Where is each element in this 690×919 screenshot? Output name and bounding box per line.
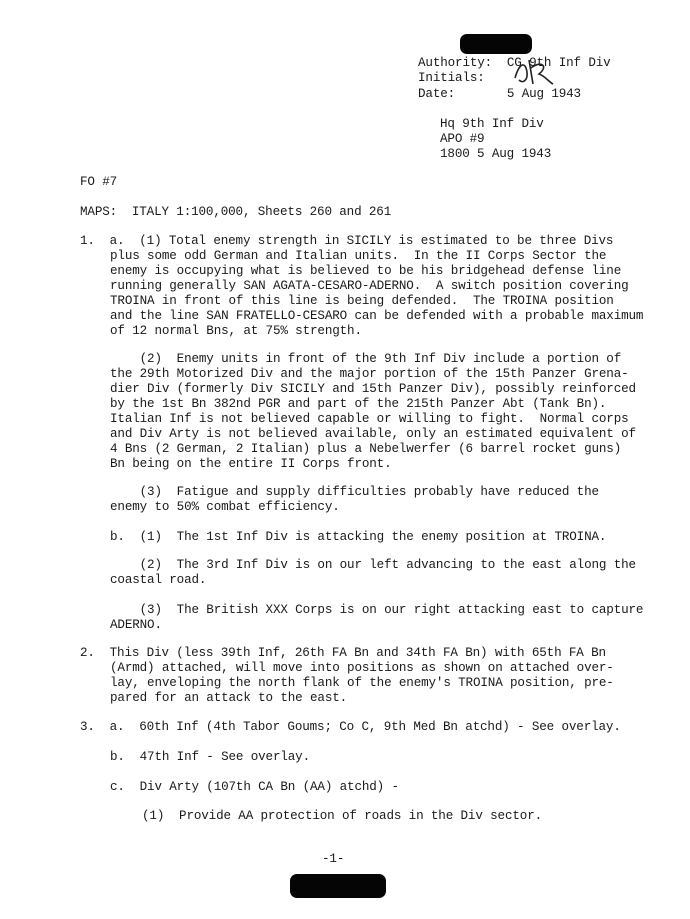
para-3a-line: 3. a. 60th Inf (4th Tabor Goums; Co C, 9th Med Bn atchd) - See overlay. <box>80 720 621 734</box>
para-1a1-line-2: plus some odd German and Italian units. In the II Corps Sector the <box>110 249 607 263</box>
para-1a2-line-1: (2) Enemy units in front of the 9th Inf Div include a portion of <box>110 352 622 366</box>
para-2-line-2: (Armd) attached, will move into positions as shown on attached over- <box>110 661 614 675</box>
page-number: -1- <box>322 852 345 866</box>
para-1b2-line-1: (2) The 3rd Inf Div is on our left advancing to the east along the <box>110 558 636 572</box>
hq-line-3: 1800 5 Aug 1943 <box>440 147 552 161</box>
para-1b2-line-2: coastal road. <box>110 573 207 587</box>
authority-line: Authority: CG 9th Inf Div <box>418 56 611 70</box>
maps-line: MAPS: ITALY 1:100,000, Sheets 260 and 261 <box>80 205 392 219</box>
para-1b1-line: b. (1) The 1st Inf Div is attacking the enemy position at TROINA. <box>110 530 607 544</box>
field-order-number: FO #7 <box>80 175 118 189</box>
para-1a1-line-6: and the line SAN FRATELLO-CESARO can be defended with a probable maximum <box>110 309 644 323</box>
para-1b3-line-2: ADERNO. <box>110 618 162 632</box>
para-1a3-line-2: enemy to 50% combat efficiency. <box>110 500 340 514</box>
redaction-mark-top <box>460 34 532 54</box>
para-1a2-line-2: the 29th Motorized Div and the major portion of the 15th Panzer Grena- <box>110 367 629 381</box>
para-1a3-line-1: (3) Fatigue and supply difficulties probably have reduced the <box>110 485 599 499</box>
para-2-line-4: pared for an attack to the east. <box>110 691 348 705</box>
para-1a1-line-4: running generally SAN AGATA-CESARO-ADERNO. A switch position covering <box>110 279 629 293</box>
para-2-line-3: lay, enveloping the north flank of the enemy's TROINA position, pre- <box>110 676 614 690</box>
para-1a1-line-7: of 12 normal Bns, at 75% strength. <box>110 324 362 338</box>
hq-line-1: Hq 9th Inf Div <box>440 117 544 131</box>
para-3b-line: b. 47th Inf - See overlay. <box>110 750 311 764</box>
para-1a1-line-3: enemy is occupying what is believed to be his bridgehead defense line <box>110 264 622 278</box>
para-1a2-line-3: dier Div (formerly Div SICILY and 15th Panzer Div), possibly reinforced <box>110 382 636 396</box>
date-line: Date: 5 Aug 1943 <box>418 87 581 101</box>
para-1a2-line-6: and Div Arty is not believed available, only an estimated equivalent of <box>110 427 636 441</box>
para-3c-line: c. Div Arty (107th CA Bn (AA) atchd) - <box>110 780 399 794</box>
para-1a1-line-1: 1. a. (1) Total enemy strength in SICILY is estimated to be three Divs <box>80 234 614 248</box>
para-1a2-line-8: Bn being on the entire II Corps front. <box>110 457 392 471</box>
para-1a2-line-5: Italian Inf is not believed capable or willing to fight. Normal corps <box>110 412 629 426</box>
initials-line: Initials: <box>418 71 485 85</box>
para-1a2-line-7: 4 Bns (2 German, 2 Italian) plus a Nebelwerfer (6 barrel rocket guns) <box>110 442 622 456</box>
para-3c1-line: (1) Provide AA protection of roads in the Div sector. <box>142 809 543 823</box>
hq-line-2: APO #9 <box>440 132 485 146</box>
para-1a1-line-5: TROINA in front of this line is being defended. The TROINA position <box>110 294 614 308</box>
para-2-line-1: 2. This Div (less 39th Inf, 26th FA Bn and 34th FA Bn) with 65th FA Bn <box>80 646 606 660</box>
para-1b3-line-1: (3) The British XXX Corps is on our right attacking east to capture <box>110 603 644 617</box>
redaction-mark-bottom <box>290 874 386 898</box>
handwritten-initials-icon <box>509 54 555 88</box>
para-1a2-line-4: by the 1st Bn 382nd PGR and part of the 215th Panzer Abt (Tank Bn). <box>110 397 607 411</box>
